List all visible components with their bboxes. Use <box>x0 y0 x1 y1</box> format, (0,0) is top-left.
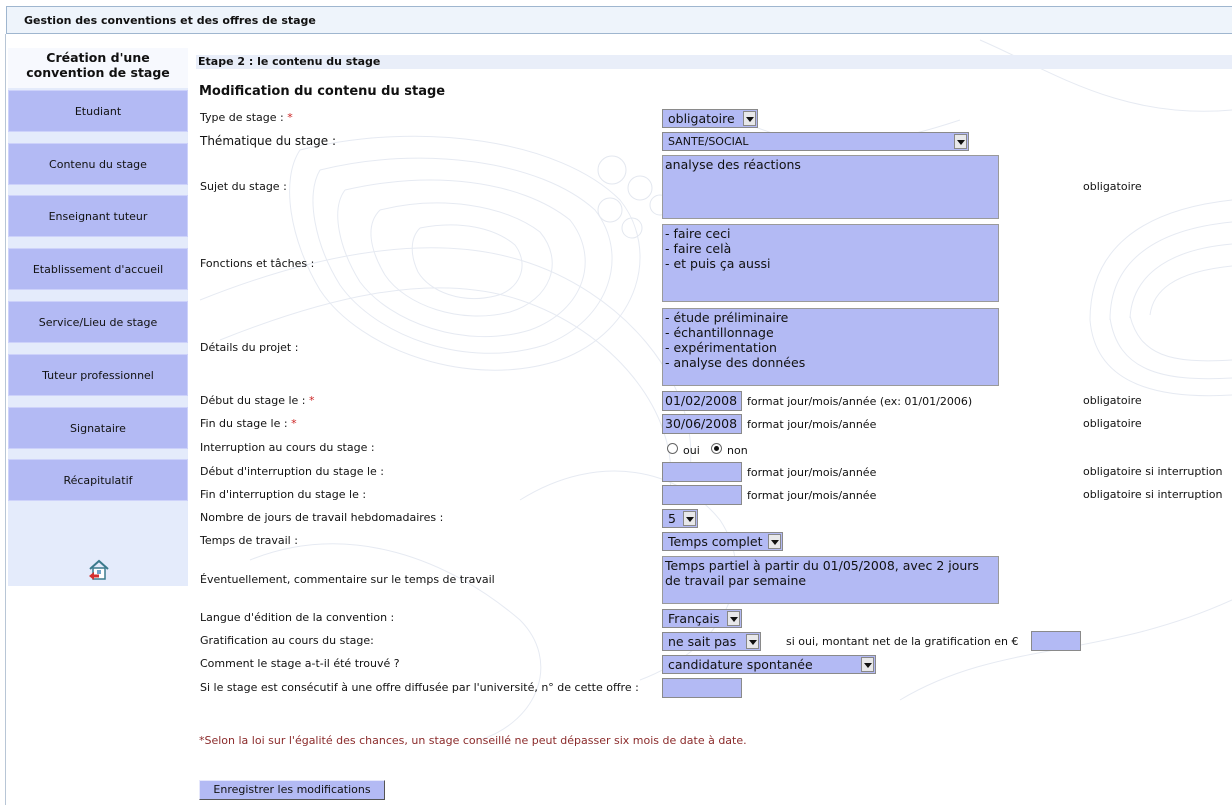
debut-input[interactable]: 01/02/2008 <box>662 391 742 411</box>
thematique-select[interactable] <box>662 132 969 151</box>
sidebar-item-signataire[interactable] <box>8 407 188 449</box>
form-title: Modification du contenu du stage <box>199 84 446 99</box>
sidebar-title: Création d'une convention de stage <box>8 48 188 88</box>
step-bar: Etape 2 : le contenu du stage <box>196 55 1232 69</box>
chevron-down-icon[interactable] <box>954 134 967 149</box>
app-header <box>6 6 1232 34</box>
sujet-label: Sujet du stage : <box>200 180 287 193</box>
chevron-down-icon[interactable] <box>683 511 696 526</box>
langue-select[interactable] <box>662 609 742 628</box>
left-border <box>5 34 6 805</box>
offre-label: Si le stage est consécutif à une offre diffusée par l'université, n° de cette offre : <box>200 681 639 694</box>
fin-label <box>200 417 297 430</box>
fin-label-text: Fin du stage le : <box>200 417 292 430</box>
type-stage-select[interactable] <box>662 109 758 128</box>
home-icon[interactable] <box>88 558 110 582</box>
fin-note: obligatoire <box>1083 417 1142 430</box>
temps-select[interactable] <box>662 532 783 551</box>
thematique-label: Thématique du stage : <box>200 134 337 148</box>
trouve-select[interactable] <box>662 655 876 674</box>
trouve-label: Comment le stage a-t-il été trouvé ? <box>200 657 400 670</box>
sidebar-item-tuteur[interactable] <box>8 354 188 396</box>
thematique-value: SANTE/SOCIAL <box>668 135 749 148</box>
jours-select[interactable] <box>662 509 698 528</box>
interruption-non-label: non <box>727 444 748 457</box>
required-mark: * <box>291 417 297 430</box>
sidebar-item-contenu[interactable] <box>8 143 188 185</box>
chevron-down-icon[interactable] <box>768 534 781 549</box>
fonctions-label: Fonctions et tâches : <box>200 257 315 270</box>
sidebar-item-label: Contenu du stage <box>49 157 147 171</box>
type-stage-value: obligatoire <box>668 111 735 126</box>
debut-note: obligatoire <box>1083 394 1142 407</box>
debut-label <box>200 394 315 407</box>
app-title: Gestion des conventions et des offres de stage <box>24 14 316 27</box>
temps-label: Temps de travail : <box>200 534 298 547</box>
sidebar-item-etudiant[interactable] <box>8 90 188 132</box>
debut-interruption-label: Début d'interruption du stage le : <box>200 465 384 478</box>
montant-input[interactable] <box>1031 631 1081 651</box>
montant-label: si oui, montant net de la gratification en € <box>786 635 1019 648</box>
langue-label: Langue d'édition de la convention : <box>200 611 395 624</box>
debut-format: format jour/mois/année (ex: 01/01/2006) <box>747 395 973 408</box>
gratification-select[interactable] <box>662 632 761 651</box>
chevron-down-icon[interactable] <box>727 611 740 626</box>
jours-value: 5 <box>668 511 676 526</box>
sidebar-item-label: Signataire <box>70 421 126 435</box>
interruption-oui-radio[interactable] <box>667 443 678 454</box>
temps-value: Temps complet <box>668 534 763 549</box>
commentaire-label: Éventuellement, commentaire sur le temps de travail <box>200 573 495 586</box>
debut-interruption-input[interactable] <box>662 462 742 482</box>
interruption-label: Interruption au cours du stage : <box>200 441 375 454</box>
sidebar-item-enseignant[interactable] <box>8 195 188 237</box>
fin-input[interactable]: 30/06/2008 <box>662 414 742 434</box>
save-button[interactable]: Enregistrer les modifications <box>199 780 385 800</box>
langue-value: Français <box>668 611 720 626</box>
offre-input[interactable] <box>662 678 742 698</box>
sujet-textarea[interactable]: analyse des réactions <box>662 155 999 219</box>
sidebar-item-etablissement[interactable] <box>8 248 188 290</box>
interruption-oui-label: oui <box>683 444 700 457</box>
sidebar-item-recapitulatif[interactable] <box>8 459 188 501</box>
trouve-value: candidature spontanée <box>668 657 813 672</box>
required-mark: * <box>309 394 315 407</box>
fin-interruption-note: obligatoire si interruption <box>1083 488 1223 501</box>
fonctions-textarea[interactable]: - faire ceci - faire celà - et puis ça aussi <box>662 224 999 302</box>
type-stage-label <box>200 111 293 124</box>
sidebar-item-label: Tuteur professionnel <box>42 368 154 382</box>
debut-interruption-note: obligatoire si interruption <box>1083 465 1223 478</box>
sidebar-item-service[interactable] <box>8 301 188 343</box>
required-mark: * <box>287 111 293 124</box>
sidebar-item-label: Enseignant tuteur <box>48 209 148 223</box>
sidebar <box>8 48 188 586</box>
fin-interruption-label: Fin d'interruption du stage le : <box>200 488 367 501</box>
debut-label-text: Début du stage le : <box>200 394 310 407</box>
jours-label: Nombre de jours de travail hebdomadaires : <box>200 511 444 524</box>
sujet-note: obligatoire <box>1083 180 1142 193</box>
footnote: *Selon la loi sur l'égalité des chances, un stage conseillé ne peut dépasser six mois de date à date. <box>199 734 747 747</box>
debut-interruption-format: format jour/mois/année <box>747 466 877 479</box>
gratification-label: Gratification au cours du stage: <box>200 634 374 647</box>
sidebar-item-label: Etudiant <box>74 104 122 118</box>
interruption-non-radio[interactable] <box>711 443 722 454</box>
sidebar-item-label: Etablissement d'accueil <box>32 262 164 276</box>
fin-interruption-input[interactable] <box>662 485 742 505</box>
fin-interruption-format: format jour/mois/année <box>747 489 877 502</box>
fin-format: format jour/mois/année <box>747 418 877 431</box>
gratification-value: ne sait pas <box>668 634 737 649</box>
chevron-down-icon[interactable] <box>861 657 874 672</box>
sidebar-item-label: Service/Lieu de stage <box>38 315 158 329</box>
type-stage-label-text: Type de stage : <box>200 111 288 124</box>
chevron-down-icon[interactable] <box>743 111 756 126</box>
chevron-down-icon[interactable] <box>746 634 759 649</box>
sidebar-item-label: Récapitulatif <box>63 473 133 487</box>
details-textarea[interactable]: - étude préliminaire - échantillonnage - expérimentation - analyse des données <box>662 308 999 386</box>
details-label: Détails du projet : <box>200 341 299 354</box>
commentaire-textarea[interactable]: Temps partiel à partir du 01/05/2008, avec 2 jours de travail par semaine <box>662 556 999 604</box>
